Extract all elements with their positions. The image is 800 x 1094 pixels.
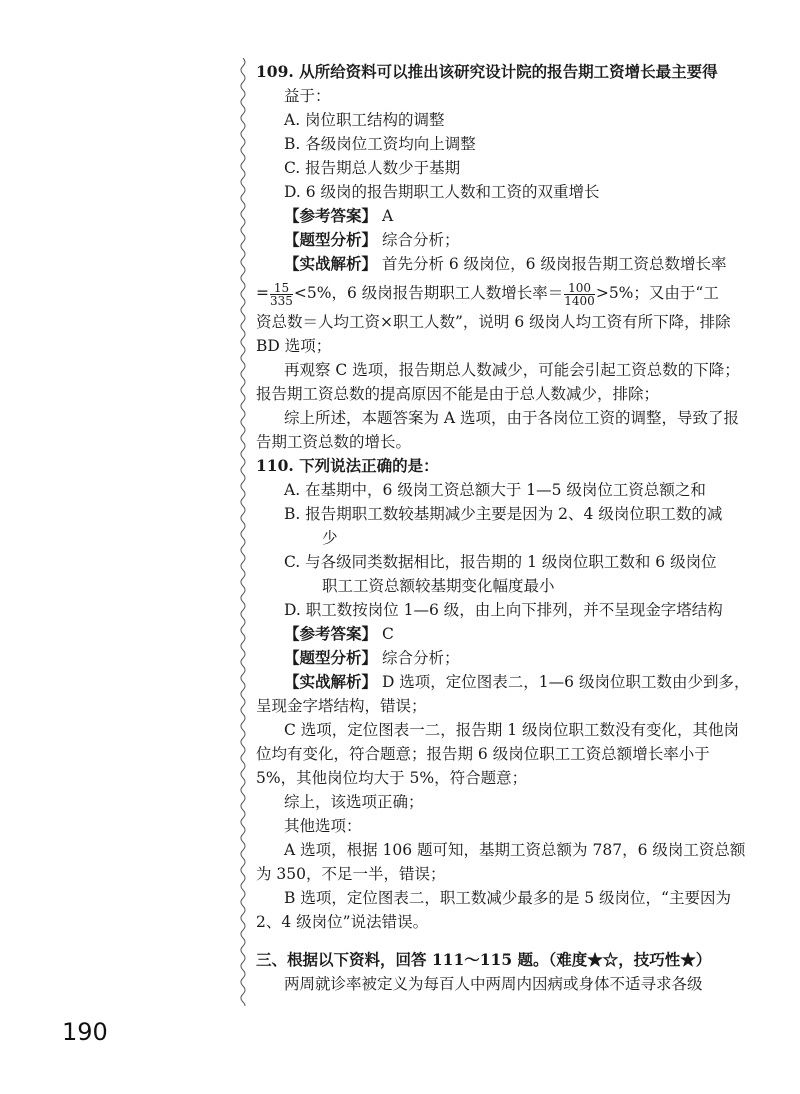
q109-analysis-line-6: 报告期工资总数的提高原因不能是由于总人数减少，排除； [256, 385, 660, 403]
answer-tag: 【参考答案】 [284, 624, 378, 643]
fraction-15-335 [270, 282, 293, 307]
q109-analysis-line-4: BD 选项； [256, 337, 332, 355]
fraction-numerator: 100 [564, 282, 595, 295]
analysis-tag: 【实战解析】 [284, 254, 378, 273]
q110-analysis-line-6: 综上，该选项正确； [284, 793, 424, 811]
section-three-text-line-1: 两周就诊率被定义为每百人中两周内因病或身体不适寻求各级 [284, 975, 703, 993]
q109-stem-line-2: 益于： [284, 87, 331, 105]
q110-option-b-line-2: 少 [322, 529, 338, 547]
answer-value: C [381, 625, 394, 643]
q109-option-b: B. 各级岗位工资均向上调整 [284, 135, 476, 153]
q109-analysis-line-1 [256, 252, 732, 276]
equation-middle: <5%，6 级岗报告期职工人数增长率＝ [293, 284, 564, 302]
q110-option-d: D. 职工数按岗位 1—6 级，由上向下排列，并不呈现金字塔结构 [284, 601, 723, 619]
type-value: 综合分析； [381, 649, 460, 667]
q109-option-c: C. 报告期总人数少于基期 [284, 159, 461, 177]
q109-analysis-line-8: 告期工资总数的增长。 [256, 433, 412, 451]
q110-answer-line [256, 622, 732, 646]
q110-analysis-line-10: B 选项，定位图表二，职工数减少最多的是 5 级岗位，“主要因为 [284, 889, 731, 907]
page-content [256, 60, 750, 996]
analysis-text: 首先分析 6 级岗位，6 级岗报告期工资总数增长率 [381, 255, 727, 273]
q109-type-line [256, 228, 732, 252]
q110-analysis-line-9: 为 350，不足一半，错误； [256, 865, 446, 883]
q110-analysis-line-4: 位均有变化，符合题意；报告期 6 级岗位职工工资总额增长率小于 [256, 745, 710, 763]
q109-analysis-line-3: 资总数＝人均工资×职工人数”，说明 6 级岗人均工资有所下降，排除 [256, 313, 731, 331]
q110-stem: 110. 下列说法正确的是： [256, 456, 439, 475]
fraction-numerator: 15 [270, 282, 293, 295]
type-value: 综合分析； [381, 231, 460, 249]
q109-equation-line [256, 276, 732, 310]
equation-prefix: = [256, 284, 269, 302]
answer-tag: 【参考答案】 [284, 206, 378, 225]
fraction-denominator: 335 [270, 293, 293, 308]
answer-value: A [381, 207, 394, 225]
q109-stem-line-1: 109. 从所给资料可以推出该研究设计院的报告期工资增长最主要得 [256, 62, 718, 81]
analysis-tag: 【实战解析】 [284, 672, 378, 691]
q110-option-c-line-1: C. 与各级同类数据相比，报告期的 1 级岗位职工数和 6 级岗位 [284, 553, 717, 571]
fraction-100-1400 [564, 282, 595, 307]
fraction-denominator: 1400 [564, 293, 595, 308]
q110-option-c-line-2: 职工工资总额较基期变化幅度最小 [322, 577, 555, 595]
q110-analysis-line-8: A 选项，根据 106 题可知，基期工资总额为 787，6 级岗工资总额 [284, 841, 746, 859]
q109-analysis-line-7: 综上所述，本题答案为 A 选项，由于各岗位工资的调整，导致了报 [284, 409, 740, 427]
q110-analysis-line-11: 2、4 级岗位”说法错误。 [256, 913, 429, 931]
q109-option-a: A. 岗位职工结构的调整 [284, 111, 445, 129]
q110-option-b-line-1: B. 报告期职工数较基期减少主要是因为 2、4 级岗位职工数的减 [284, 505, 723, 523]
q110-analysis-line-5: 5%，其他岗位均大于 5%，符合题意； [256, 769, 528, 787]
q110-option-a: A. 在基期中，6 级岗工资总额大于 1—5 级岗位工资总额之和 [284, 481, 706, 499]
q110-type-line [256, 646, 732, 670]
section-three [256, 948, 732, 996]
q110-analysis-line-7: 其他选项： [284, 817, 362, 835]
section-three-heading: 三、根据以下资料，回答 111～115 题。（难度★☆，技巧性★） [256, 950, 712, 969]
type-tag: 【题型分析】 [284, 230, 378, 249]
question-110 [256, 454, 750, 934]
q110-analysis-line-2: 呈现金字塔结构，错误； [256, 697, 427, 715]
equation-suffix: >5%；又由于“工 [595, 284, 719, 302]
page-number: 190 [62, 1018, 108, 1046]
section-gap [256, 934, 732, 948]
q109-answer-line [256, 204, 732, 228]
analysis-text: D 选项，定位图表二，1—6 级岗位职工数由少到多， [381, 673, 750, 691]
q110-analysis-line-3: C 选项，定位图表一二，报告期 1 级岗位职工数没有变化，其他岗 [284, 721, 740, 739]
q109-analysis-line-5: 再观察 C 选项，报告期总人数减少，可能会引起工资总数的下降； [284, 361, 740, 379]
type-tag: 【题型分析】 [284, 648, 378, 667]
q109-option-d: D. 6 级岗的报告期职工人数和工资的双重增长 [284, 183, 600, 201]
wavy-margin-line [238, 58, 248, 1006]
q110-analysis-line-1 [256, 670, 750, 694]
question-109 [256, 60, 740, 454]
